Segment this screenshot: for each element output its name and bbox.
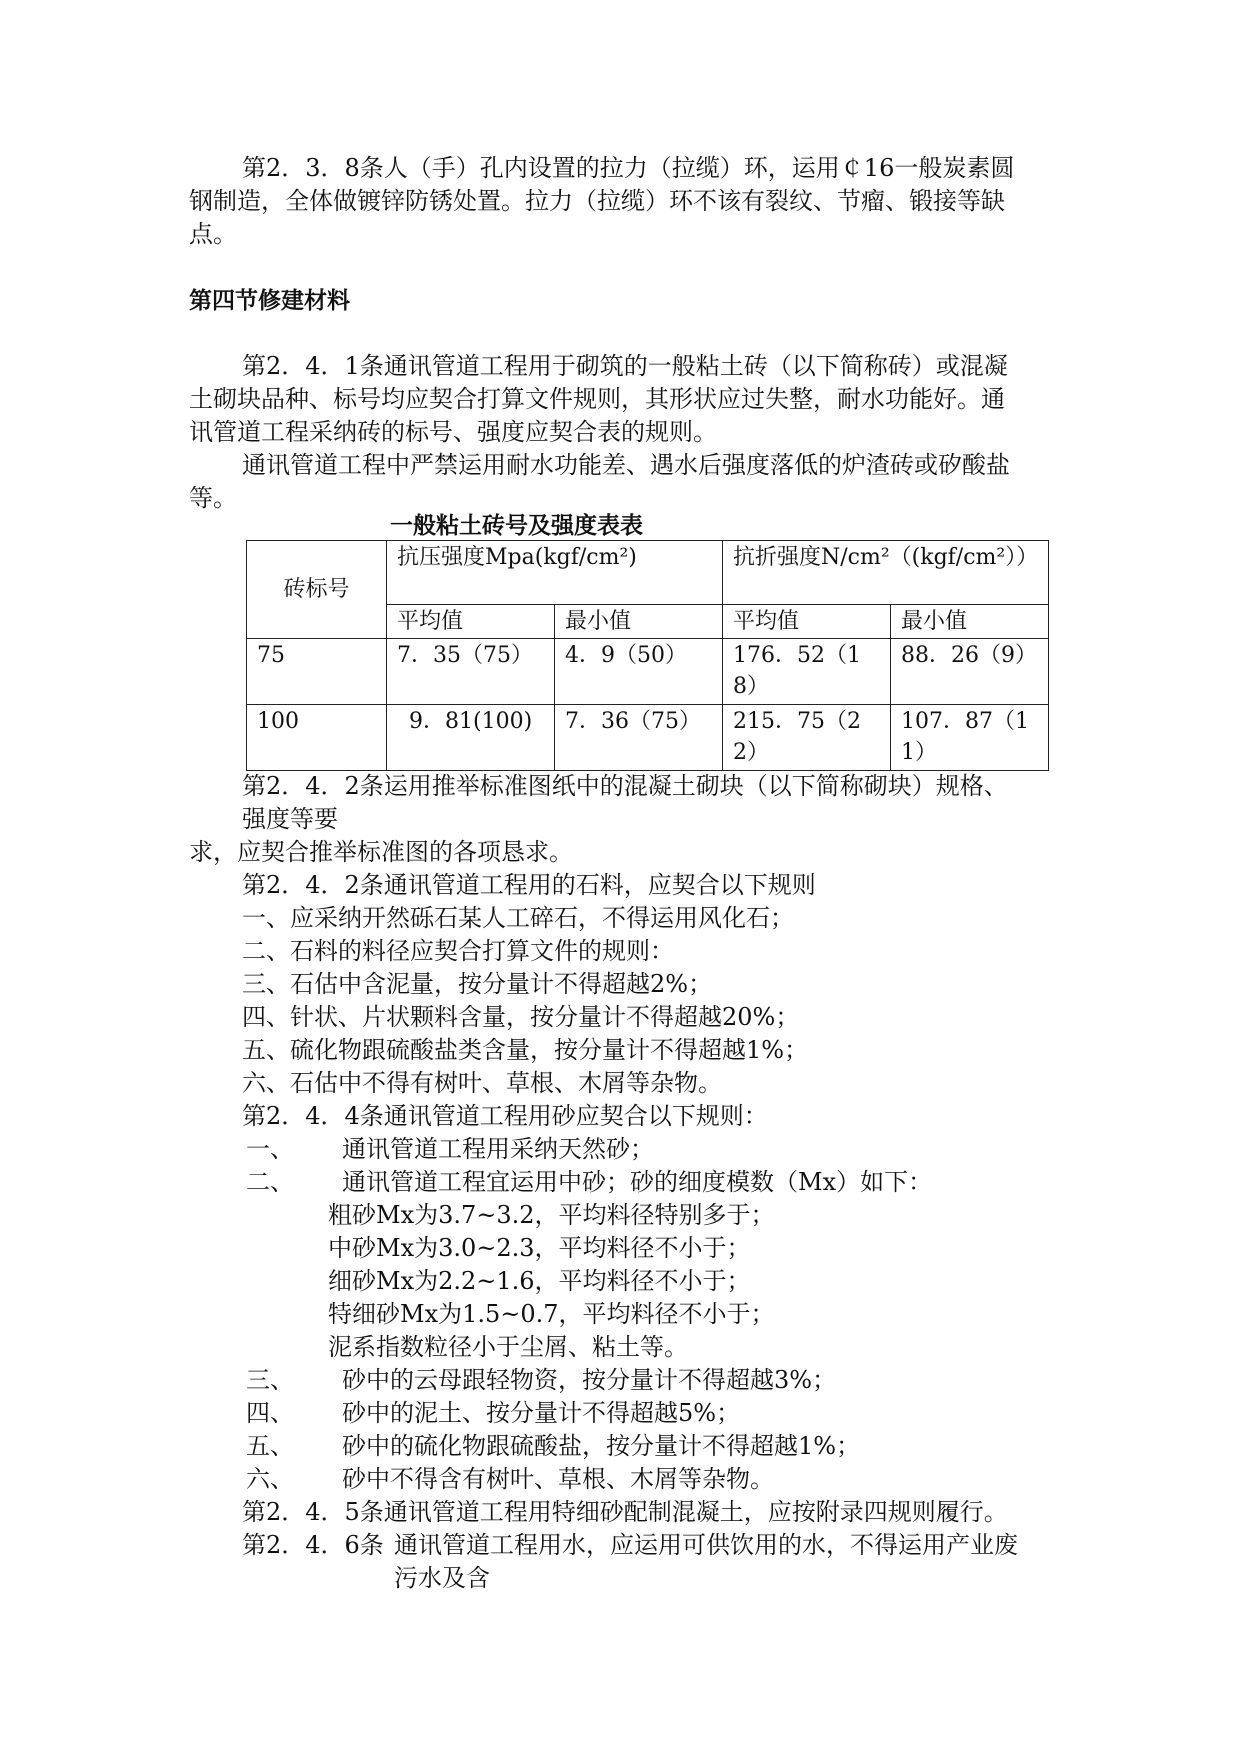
subheader-compress-average: 平均值	[387, 605, 555, 639]
list-item-number: 五、	[246, 1432, 294, 1460]
list-item-text: 通讯管道工程用采纳天然砂；	[342, 1135, 654, 1163]
paragraph-2-4-2a-line-1: 第2．4．2条运用推举标准图纸中的混凝土砌块（以下简称砌块）规格、	[242, 772, 1008, 800]
paragraph-2-4-2a-line-2: 强度等要	[242, 805, 338, 833]
sand-grade-line: 泥系指数粒径小于尘屑、粘土等。	[328, 1333, 688, 1361]
list-item-number: 六、	[246, 1465, 294, 1493]
cell-bend-average: 176．52（18）	[723, 639, 891, 705]
paragraph-2-4-6-line-2: 污水及含	[394, 1564, 490, 1592]
cell-compress-minimum: 7．36（75）	[555, 705, 723, 771]
header-brick-grade: 砖标号	[247, 541, 387, 639]
list-item-number: 二、	[246, 1168, 294, 1196]
list-item-text: 砂中的云母跟轻物资，按分量计不得超越3%；	[342, 1366, 837, 1394]
paragraph-2-3-8-line-2: 钢制造，全体做镀锌防锈处置。拉力（拉缆）环不该有裂纹、节瘤、锻接等缺	[189, 187, 1005, 215]
sand-grade-line: 粗砂Mx为3.7~3.2，平均料径特别多于；	[328, 1201, 775, 1229]
list-item-text: 砂中的泥土、按分量计不得超越5%；	[342, 1399, 741, 1427]
list-item: 三、石估中含泥量，按分量计不得超越2%；	[242, 970, 713, 998]
paragraph-2-4-4-title: 第2．4．4条通讯管道工程用砂应契合以下规则：	[242, 1102, 768, 1130]
table-row	[247, 705, 1049, 771]
paragraph-2-4-1b-line-1: 通讯管道工程中严禁运用耐水功能差、遇水后强度落低的炉渣砖或矽酸盐	[242, 451, 1010, 479]
paragraph-2-3-8-line-1: 第2．3．8条人（手）孔内设置的拉力（拉缆）环，运用￠16一般炭素圆	[242, 154, 1015, 182]
list-item: 四、针状、片状颗料含量，按分量计不得超越20%；	[242, 1003, 800, 1031]
list-item	[246, 1397, 740, 1429]
cell-bend-minimum: 88．26（9）	[891, 639, 1049, 705]
list-item: 六、石估中不得有树叶、草根、木屑等杂物。	[242, 1069, 722, 1097]
cell-grade: 100	[247, 705, 387, 771]
list-item-text: 砂中不得含有树叶、草根、木屑等杂物。	[342, 1465, 774, 1493]
paragraph-2-4-6-text: 通讯管道工程用水，应运用可供饮用的水，不得运用产业废	[394, 1531, 1018, 1559]
list-item-number: 四、	[246, 1399, 294, 1427]
list-item	[246, 1463, 774, 1495]
brick-strength-table	[246, 540, 1049, 771]
list-item	[246, 1430, 860, 1462]
list-item-text: 通讯管道工程宜运用中砂；砂的细度模数（Mx）如下：	[342, 1168, 933, 1196]
sand-grade-line: 中砂Mx为3.0~2.3，平均料径不小于；	[328, 1234, 751, 1262]
paragraph-2-3-8-line-3: 点。	[189, 220, 237, 248]
cell-bend-minimum: 107．87（11）	[891, 705, 1049, 771]
paragraph-2-4-5: 第2．4．5条通讯管道工程用特细砂配制混凝土，应按附录四规则履行。	[242, 1498, 1008, 1526]
header-bending-strength: 抗折强度N/cm²（(kgf/cm²））	[723, 541, 1049, 605]
list-item-number: 三、	[246, 1366, 294, 1394]
list-item	[246, 1364, 836, 1396]
sand-grade-line: 细砂Mx为2.2~1.6，平均料径不小于；	[328, 1267, 751, 1295]
paragraph-2-4-1-line-3: 讯管道工程采纳砖的标号、强度应契合表的规则。	[189, 418, 717, 446]
cell-grade: 75	[247, 639, 387, 705]
paragraph-2-4-2a-line-3: 求，应契合推举标准图的各项恳求。	[189, 838, 573, 866]
subheader-bend-minimum: 最小值	[891, 605, 1049, 639]
list-item: 五、硫化物跟硫酸盐类含量，按分量计不得超越1%；	[242, 1036, 809, 1064]
header-compressive-strength: 抗压强度Mpa(kgf/cm²)	[387, 541, 723, 605]
section-heading: 第四节修建材料	[189, 288, 350, 314]
paragraph-2-4-1-line-1: 第2．4．1条通讯管道工程用于砌筑的一般粘土砖（以下简称砖）或混凝	[242, 352, 1008, 380]
table-row	[247, 639, 1049, 705]
cell-compress-average: 9．81(100)	[387, 705, 555, 771]
table-title: 一般粘土砖号及强度表表	[390, 513, 643, 539]
list-item-number: 一、	[246, 1135, 294, 1163]
paragraph-2-4-1b-line-2: 等。	[189, 484, 237, 512]
list-item: 二、石料的料径应契合打算文件的规则：	[242, 937, 674, 965]
sand-grade-line: 特细砂Mx为1.5~0.7，平均料径不小于；	[328, 1300, 775, 1328]
subheader-bend-average: 平均值	[723, 605, 891, 639]
subheader-compress-minimum: 最小值	[555, 605, 723, 639]
list-item	[246, 1166, 932, 1198]
paragraph-2-4-6-label: 第2．4．6条	[242, 1531, 384, 1559]
cell-bend-average: 215．75（22）	[723, 705, 891, 771]
paragraph-2-4-6-line-1	[242, 1529, 1018, 1561]
list-item-text: 砂中的硫化物跟硫酸盐，按分量计不得超越1%；	[342, 1432, 861, 1460]
paragraph-2-4-1-line-2: 土砌块品种、标号均应契合打算文件规则，其形状应过失整，耐水功能好。通	[189, 385, 1005, 413]
cell-compress-average: 7．35（75）	[387, 639, 555, 705]
cell-compress-minimum: 4．9（50）	[555, 639, 723, 705]
paragraph-2-4-2b-title: 第2．4．2条通讯管道工程用的石料，应契合以下规则	[242, 871, 816, 899]
list-item: 一、应采纳开然砾石某人工碎石，不得运用风化石；	[242, 904, 794, 932]
list-item	[246, 1133, 654, 1165]
